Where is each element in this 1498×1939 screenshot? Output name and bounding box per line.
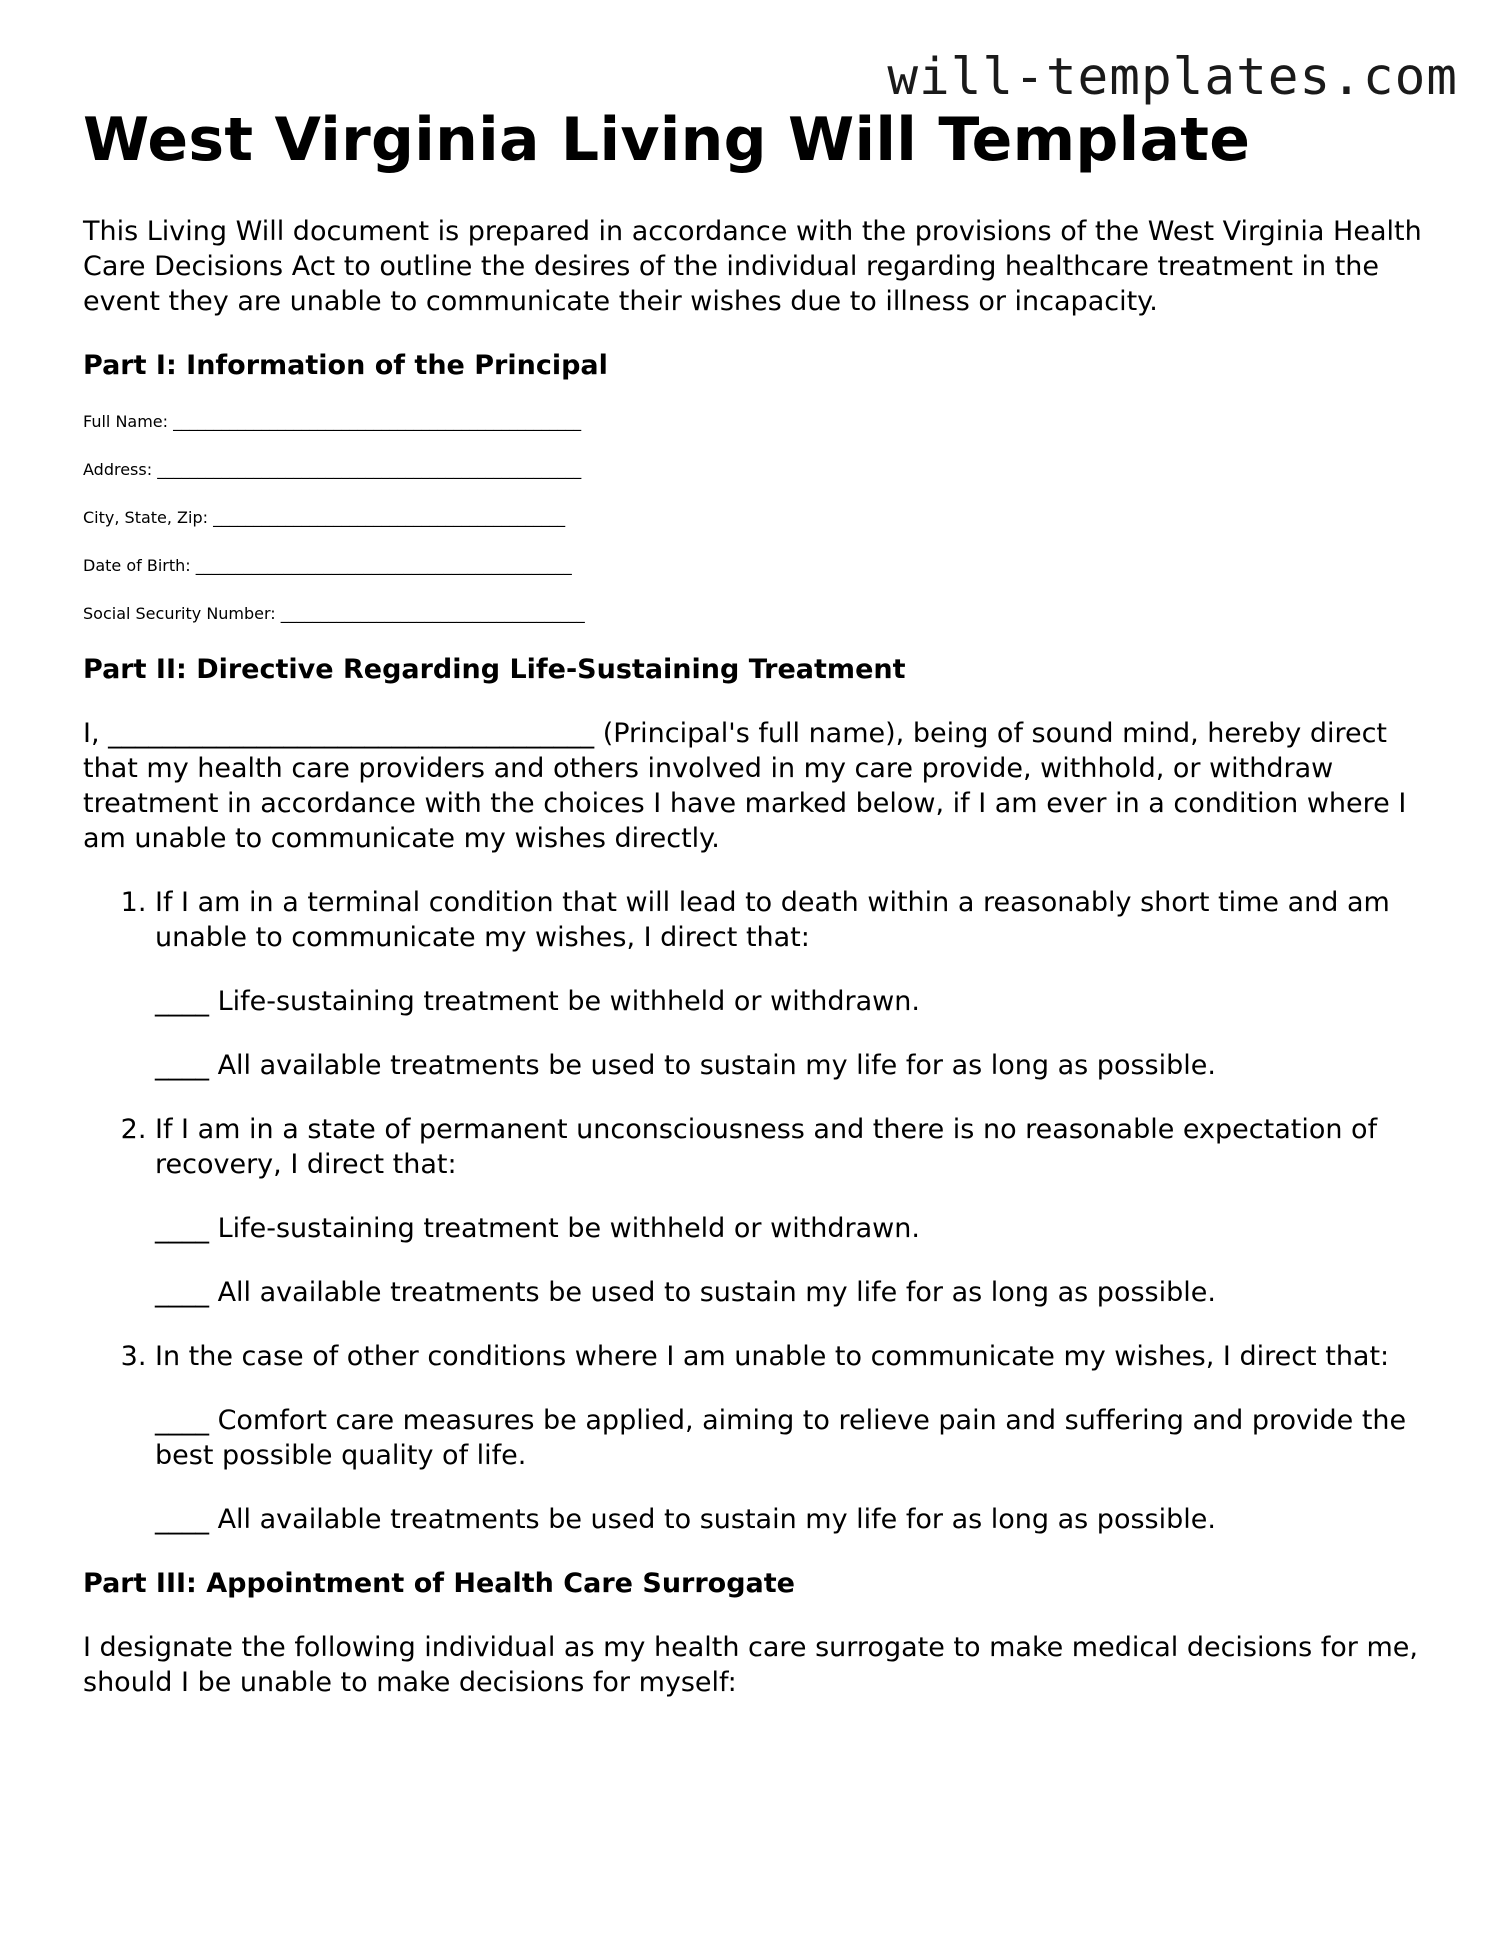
directive-item-1: [155, 885, 1423, 1083]
directive-option-sustain[interactable]: ____ All available treatments be used to sustain my life for as long as possible.: [155, 1277, 1216, 1308]
address-field[interactable]: Address: _____________________________________________________: [83, 460, 582, 479]
directive-option-sustain[interactable]: ____ All available treatments be used to sustain my life for as long as possible.: [155, 1050, 1216, 1081]
directive-item-3: [155, 1339, 1423, 1537]
directive-item-2: [155, 1112, 1423, 1310]
part3-body: I designate the following individual as my health care surrogate to make medical decisions for me, should I be unable to make decisions for myself:: [83, 1632, 1418, 1698]
part2-heading: Part II: Directive Regarding Life-Sustaining Treatment: [83, 654, 906, 685]
directive-option-withhold[interactable]: ____ Life-sustaining treatment be withheld or withdrawn.: [155, 1213, 920, 1244]
part3-heading: Part III: Appointment of Health Care Surrogate: [83, 1568, 795, 1599]
city-state-zip-field[interactable]: City, State, Zip: ____________________________________________: [83, 508, 566, 527]
document: [83, 100, 1423, 1700]
directive-item-text: 2. If I am in a state of permanent unconsciousness and there is no reasonable expectation of recovery, I direct that:: [155, 1114, 1378, 1180]
directive-option-withhold[interactable]: ____ Life-sustaining treatment be withheld or withdrawn.: [155, 986, 920, 1017]
directive-option-comfort-care[interactable]: ____ Comfort care measures be applied, aiming to relieve pain and suffering and provide the best possible quality of life.: [155, 1405, 1407, 1471]
directive-option-sustain[interactable]: ____ All available treatments be used to sustain my life for as long as possible.: [155, 1504, 1216, 1535]
watermark: will-templates.com: [887, 48, 1458, 107]
document-title: West Virginia Living Will Template: [83, 105, 1251, 175]
directive-item-text: 3. In the case of other conditions where I am unable to communicate my wishes, I direct that:: [155, 1341, 1390, 1372]
ssn-field[interactable]: Social Security Number: ______________________________________: [83, 604, 585, 623]
intro-paragraph: This Living Will document is prepared in accordance with the provisions of the West Virginia Health Care Decisions Act to outline the desires of the individual regarding healthcare treatment in the event they are unable to communicate their wishes due to illness or incapacity.: [83, 216, 1422, 317]
part2-body: I, ____________________________________ (Principal's full name), being of sound mind, hereby direct that my health care providers and others involved in my care provide, withhold, or withdraw treatment in accordance with the choices I have marked below, if I am ever in a condition where I am unable to communicate my wishes directly.: [83, 718, 1407, 854]
full-name-field[interactable]: Full Name: ___________________________________________________: [83, 412, 582, 431]
part1-heading: Part I: Information of the Principal: [83, 350, 608, 381]
directive-list: [83, 885, 1423, 1537]
date-of-birth-field[interactable]: Date of Birth: _______________________________________________: [83, 556, 572, 575]
directive-item-text: 1. If I am in a terminal condition that will lead to death within a reasonably short time and am unable to communicate my wishes, I direct that:: [155, 887, 1390, 953]
